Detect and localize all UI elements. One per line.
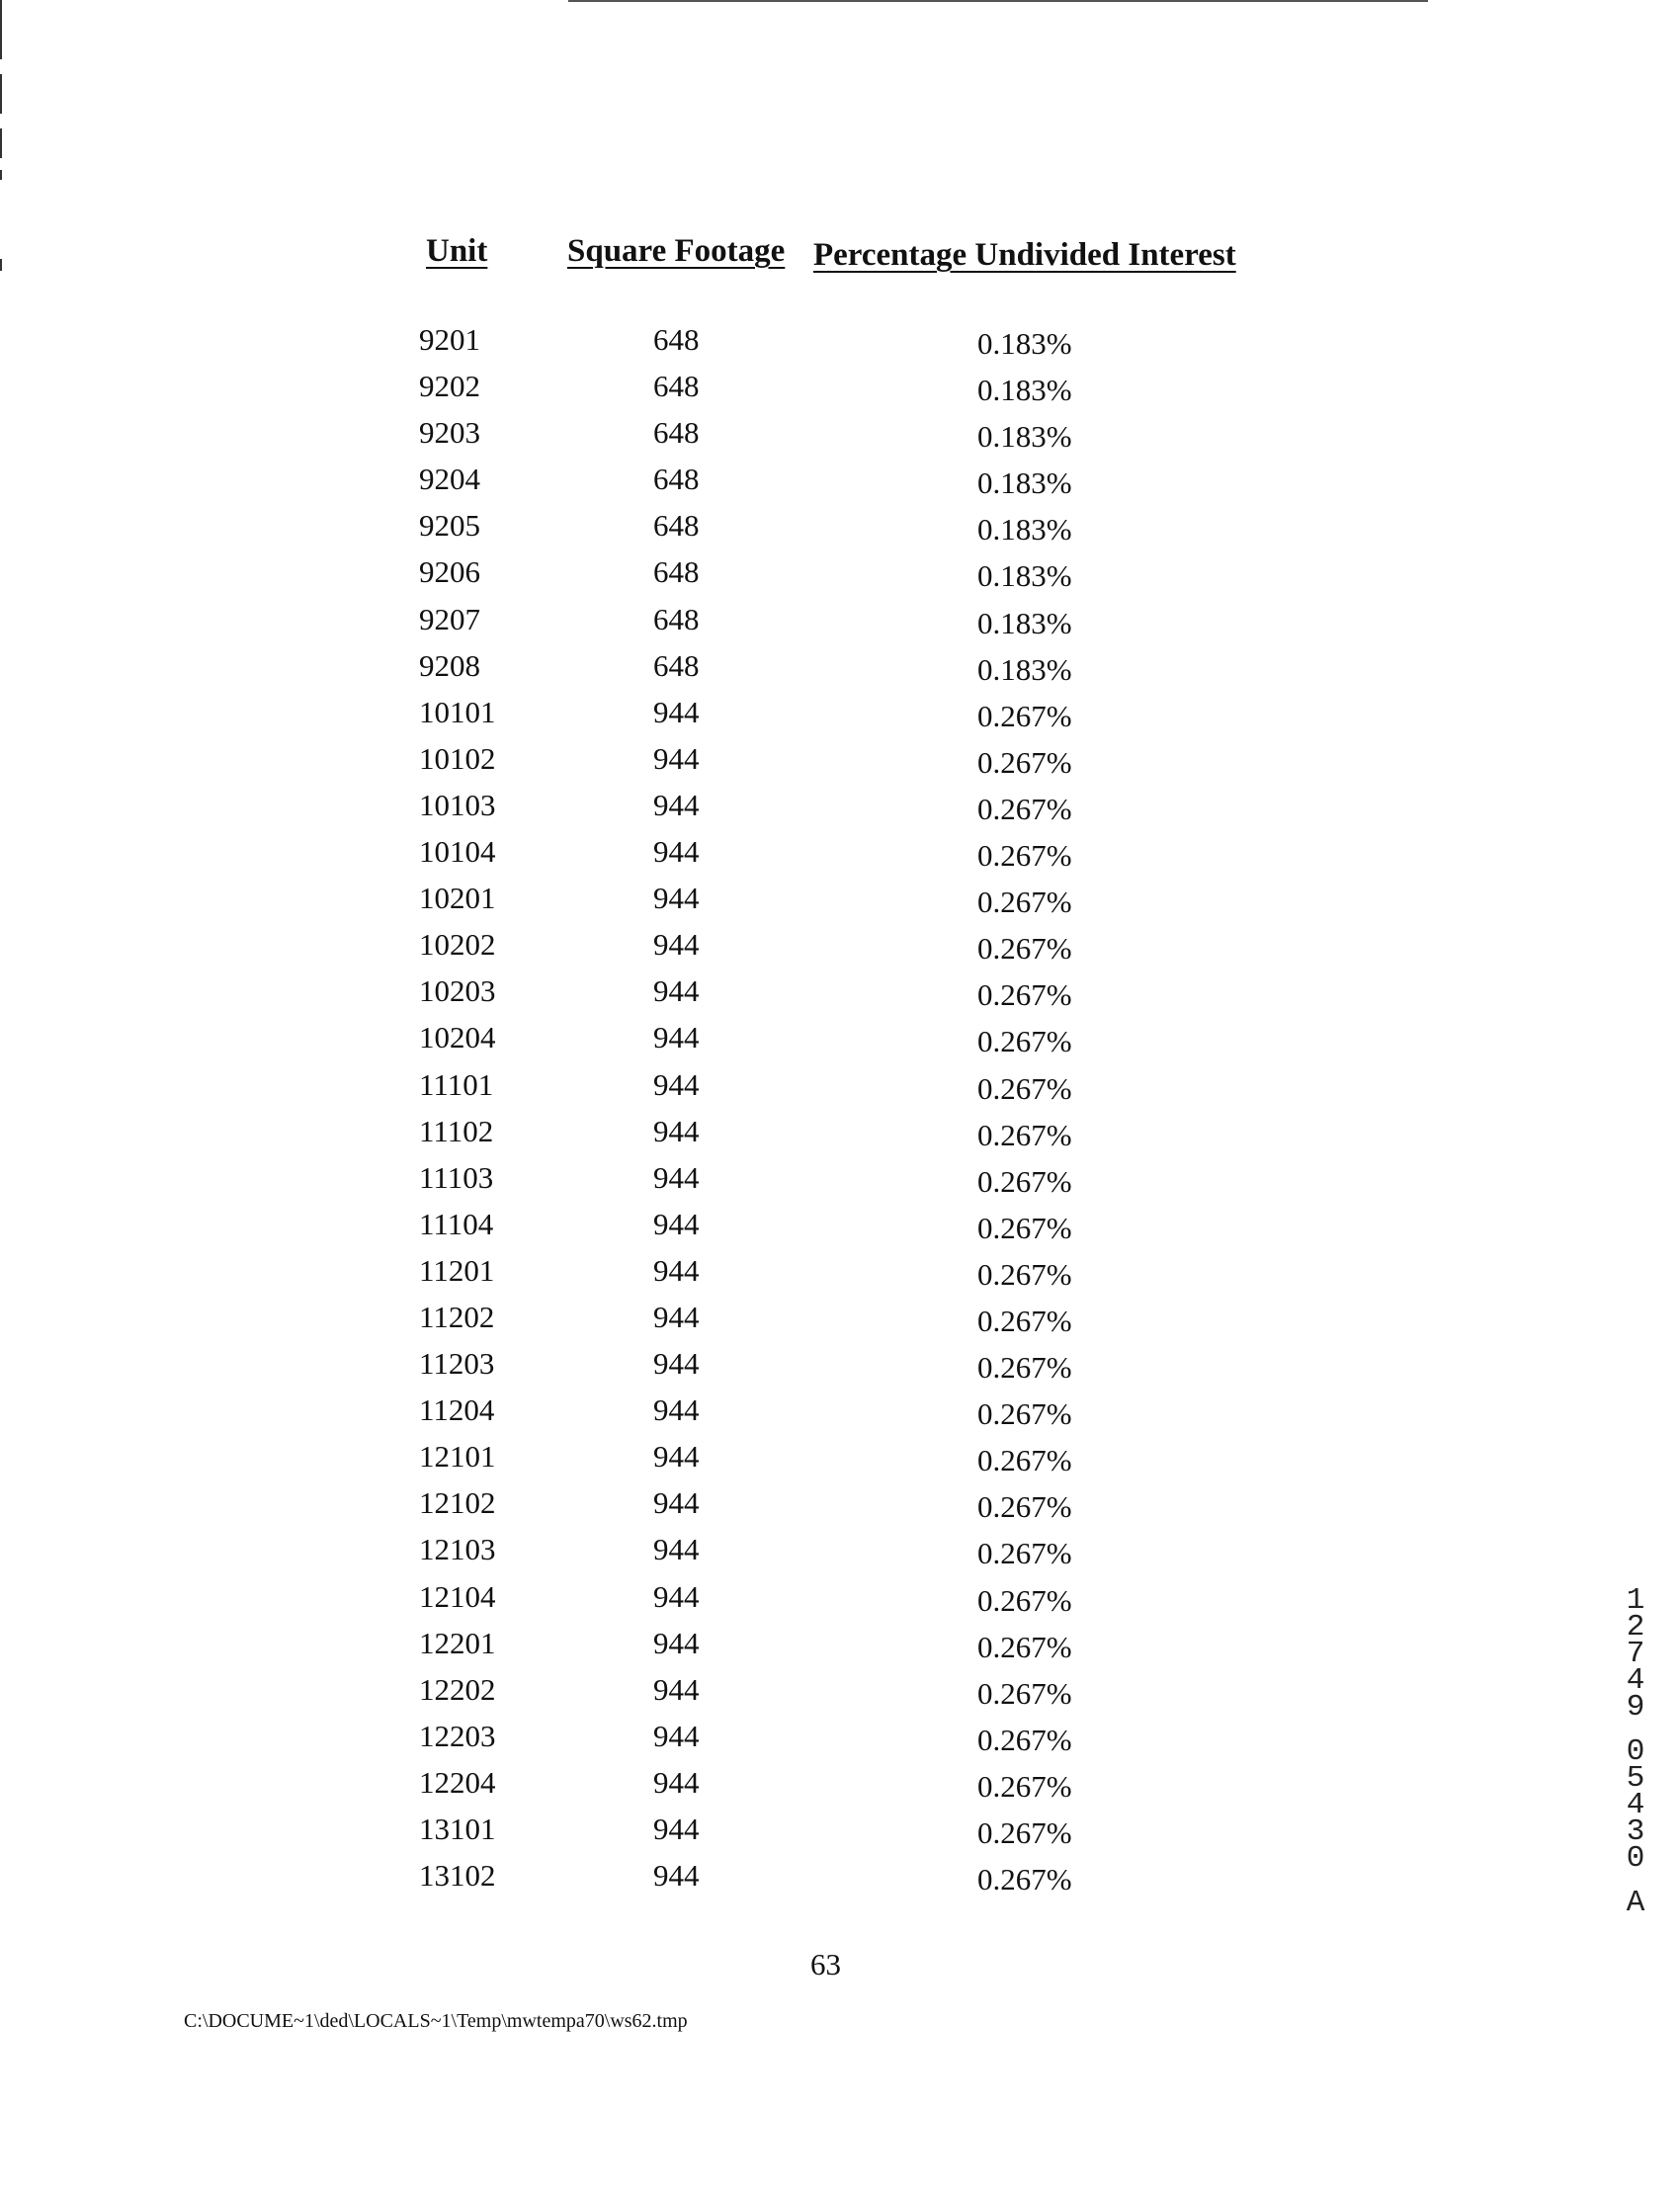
table-row <box>0 1812 1680 1858</box>
unit-cell: 9204 <box>419 462 480 497</box>
stamp-character: 9 <box>1626 1690 1645 1725</box>
table-row <box>0 1392 1680 1439</box>
square-footage-cell: 944 <box>653 740 700 776</box>
unit-cell: 12104 <box>419 1578 496 1614</box>
left-edge-marks <box>0 0 4 277</box>
square-footage-cell: 648 <box>653 508 700 544</box>
square-footage-cell: 944 <box>653 1812 700 1846</box>
stamp-character: 4 <box>1626 1788 1645 1822</box>
unit-cell: 9208 <box>419 647 480 683</box>
percentage-cell: 0.183% <box>977 512 1072 548</box>
stamp-character: 1 <box>1626 1583 1645 1618</box>
table-row <box>0 508 1680 554</box>
percentage-cell: 0.267% <box>977 977 1072 1013</box>
percentage-cell: 0.183% <box>977 373 1072 408</box>
square-footage-cell: 944 <box>653 694 700 729</box>
square-footage-cell: 944 <box>653 973 700 1009</box>
percentage-cell: 0.267% <box>977 885 1072 920</box>
unit-cell: 10203 <box>419 973 496 1009</box>
table-row <box>0 1067 1680 1114</box>
header-percentage-undivided-interest: Percentage Undivided Interest <box>813 237 1236 273</box>
unit-cell: 13102 <box>419 1858 496 1894</box>
percentage-cell: 0.267% <box>977 1070 1072 1106</box>
table-row <box>0 834 1680 881</box>
percentage-cell: 0.183% <box>977 605 1072 640</box>
table-row <box>0 1253 1680 1300</box>
stamp-character: 4 <box>1626 1663 1645 1698</box>
square-footage-cell: 944 <box>653 1113 700 1148</box>
percentage-cell: 0.183% <box>977 651 1072 687</box>
table-row <box>0 322 1680 369</box>
unit-cell: 12103 <box>419 1532 496 1567</box>
header-square-footage: Square Footage <box>567 233 786 269</box>
square-footage-cell: 944 <box>653 1764 700 1800</box>
square-footage-cell: 944 <box>653 1578 700 1614</box>
percentage-cell: 0.267% <box>977 1489 1072 1525</box>
square-footage-cell: 944 <box>653 881 700 916</box>
square-footage-cell: 944 <box>653 1485 700 1521</box>
unit-table <box>0 322 1680 1904</box>
percentage-cell: 0.267% <box>977 1024 1072 1059</box>
square-footage-cell: 944 <box>653 1066 700 1102</box>
unit-cell: 10202 <box>419 927 496 963</box>
unit-cell: 13101 <box>419 1812 496 1846</box>
unit-cell: 12203 <box>419 1718 496 1753</box>
unit-cell: 11204 <box>419 1392 495 1428</box>
unit-cell: 11203 <box>419 1346 495 1382</box>
percentage-cell: 0.267% <box>977 1815 1072 1850</box>
unit-cell: 11202 <box>419 1299 495 1334</box>
percentage-cell: 0.267% <box>977 1862 1072 1897</box>
square-footage-cell: 944 <box>653 1206 700 1241</box>
table-row <box>0 881 1680 927</box>
percentage-cell: 0.267% <box>977 1303 1072 1338</box>
square-footage-cell: 944 <box>653 1858 700 1894</box>
percentage-cell: 0.183% <box>977 465 1072 501</box>
table-row <box>0 1579 1680 1626</box>
percentage-cell: 0.267% <box>977 1443 1072 1478</box>
table-row <box>0 1485 1680 1532</box>
table-row <box>0 1020 1680 1066</box>
unit-cell: 10201 <box>419 881 496 916</box>
table-row <box>0 1346 1680 1392</box>
square-footage-cell: 944 <box>653 1625 700 1660</box>
unit-cell: 10204 <box>419 1020 496 1055</box>
unit-cell: 11104 <box>419 1206 494 1241</box>
table-row <box>0 648 1680 695</box>
square-footage-cell: 648 <box>653 554 700 590</box>
square-footage-cell: 648 <box>653 647 700 683</box>
percentage-cell: 0.267% <box>977 1536 1072 1571</box>
percentage-cell: 0.267% <box>977 1210 1072 1245</box>
table-row <box>0 462 1680 508</box>
table-row <box>0 1761 1680 1812</box>
percentage-cell: 0.267% <box>977 1582 1072 1618</box>
percentage-cell: 0.267% <box>977 1675 1072 1711</box>
percentage-cell: 0.267% <box>977 931 1072 967</box>
page-number: 63 <box>810 1947 841 1981</box>
percentage-cell: 0.267% <box>977 1768 1072 1804</box>
table-row <box>0 1718 1680 1769</box>
percentage-cell: 0.267% <box>977 698 1072 733</box>
table-row <box>0 1439 1680 1485</box>
percentage-cell: 0.183% <box>977 558 1072 594</box>
table-row <box>0 1114 1680 1160</box>
square-footage-cell: 648 <box>653 601 700 636</box>
percentage-cell: 0.267% <box>977 1163 1072 1199</box>
unit-cell: 9207 <box>419 601 480 636</box>
table-row <box>0 554 1680 601</box>
unit-cell: 12201 <box>419 1625 496 1660</box>
table-row <box>0 788 1680 834</box>
unit-cell: 10104 <box>419 834 496 870</box>
percentage-cell: 0.267% <box>977 1396 1072 1432</box>
vertical-document-stamp <box>1621 1583 1650 1920</box>
stamp-character: 0 <box>1626 1841 1645 1876</box>
table-row <box>0 927 1680 973</box>
square-footage-cell: 648 <box>653 462 700 497</box>
stamp-character: 5 <box>1626 1761 1645 1796</box>
unit-cell: 11101 <box>419 1066 494 1102</box>
square-footage-cell: 944 <box>653 1439 700 1475</box>
percentage-cell: 0.267% <box>977 838 1072 874</box>
stamp-character: A <box>1626 1886 1645 1920</box>
table-row <box>0 695 1680 741</box>
square-footage-cell: 944 <box>653 1252 700 1288</box>
square-footage-cell: 648 <box>653 322 700 357</box>
header-unit: Unit <box>426 233 488 269</box>
unit-cell: 11102 <box>419 1113 494 1148</box>
table-row <box>0 1858 1680 1904</box>
unit-cell: 9202 <box>419 369 480 404</box>
square-footage-cell: 944 <box>653 927 700 963</box>
table-row <box>0 1160 1680 1207</box>
unit-cell: 10103 <box>419 787 496 822</box>
unit-cell: 10102 <box>419 740 496 776</box>
top-edge-rule <box>568 0 1428 2</box>
table-row <box>0 369 1680 415</box>
square-footage-cell: 944 <box>653 1532 700 1567</box>
unit-cell: 9205 <box>419 508 480 544</box>
square-footage-cell: 944 <box>653 787 700 822</box>
stamp-character: 2 <box>1626 1610 1645 1644</box>
stamp-character: 3 <box>1626 1814 1645 1849</box>
table-row <box>0 1671 1680 1725</box>
square-footage-cell: 944 <box>653 834 700 870</box>
table-row <box>0 1207 1680 1253</box>
percentage-cell: 0.183% <box>977 326 1072 361</box>
percentage-cell: 0.267% <box>977 791 1072 826</box>
table-row <box>0 1626 1680 1672</box>
stamp-character: 7 <box>1626 1637 1645 1671</box>
percentage-cell: 0.267% <box>977 1629 1072 1664</box>
percentage-cell: 0.267% <box>977 744 1072 780</box>
unit-cell: 9201 <box>419 322 480 357</box>
percentage-cell: 0.267% <box>977 1117 1072 1152</box>
unit-cell: 9203 <box>419 415 480 451</box>
table-row <box>0 1532 1680 1578</box>
square-footage-cell: 944 <box>653 1718 700 1753</box>
unit-cell: 12202 <box>419 1671 496 1707</box>
table-row <box>0 1300 1680 1346</box>
unit-cell: 11201 <box>419 1252 495 1288</box>
square-footage-cell: 944 <box>653 1392 700 1428</box>
unit-cell: 12204 <box>419 1764 496 1800</box>
square-footage-cell: 648 <box>653 369 700 404</box>
percentage-cell: 0.267% <box>977 1256 1072 1292</box>
percentage-cell: 0.183% <box>977 419 1072 455</box>
table-row <box>0 973 1680 1020</box>
unit-cell: 12102 <box>419 1485 496 1521</box>
unit-cell: 11103 <box>419 1159 494 1195</box>
table-row <box>0 741 1680 788</box>
square-footage-cell: 944 <box>653 1020 700 1055</box>
square-footage-cell: 648 <box>653 415 700 451</box>
unit-cell: 12101 <box>419 1439 496 1475</box>
table-row <box>0 602 1680 648</box>
square-footage-cell: 944 <box>653 1346 700 1382</box>
square-footage-cell: 944 <box>653 1671 700 1707</box>
unit-cell: 10101 <box>419 694 496 729</box>
footer-file-path: C:\DOCUME~1\ded\LOCALS~1\Temp\mwtempa70\ws62.tmp <box>184 2010 688 2032</box>
table-row <box>0 415 1680 462</box>
percentage-cell: 0.267% <box>977 1722 1072 1757</box>
square-footage-cell: 944 <box>653 1299 700 1334</box>
percentage-cell: 0.267% <box>977 1350 1072 1386</box>
square-footage-cell: 944 <box>653 1159 700 1195</box>
stamp-character: 0 <box>1626 1734 1645 1769</box>
unit-cell: 9206 <box>419 554 480 590</box>
